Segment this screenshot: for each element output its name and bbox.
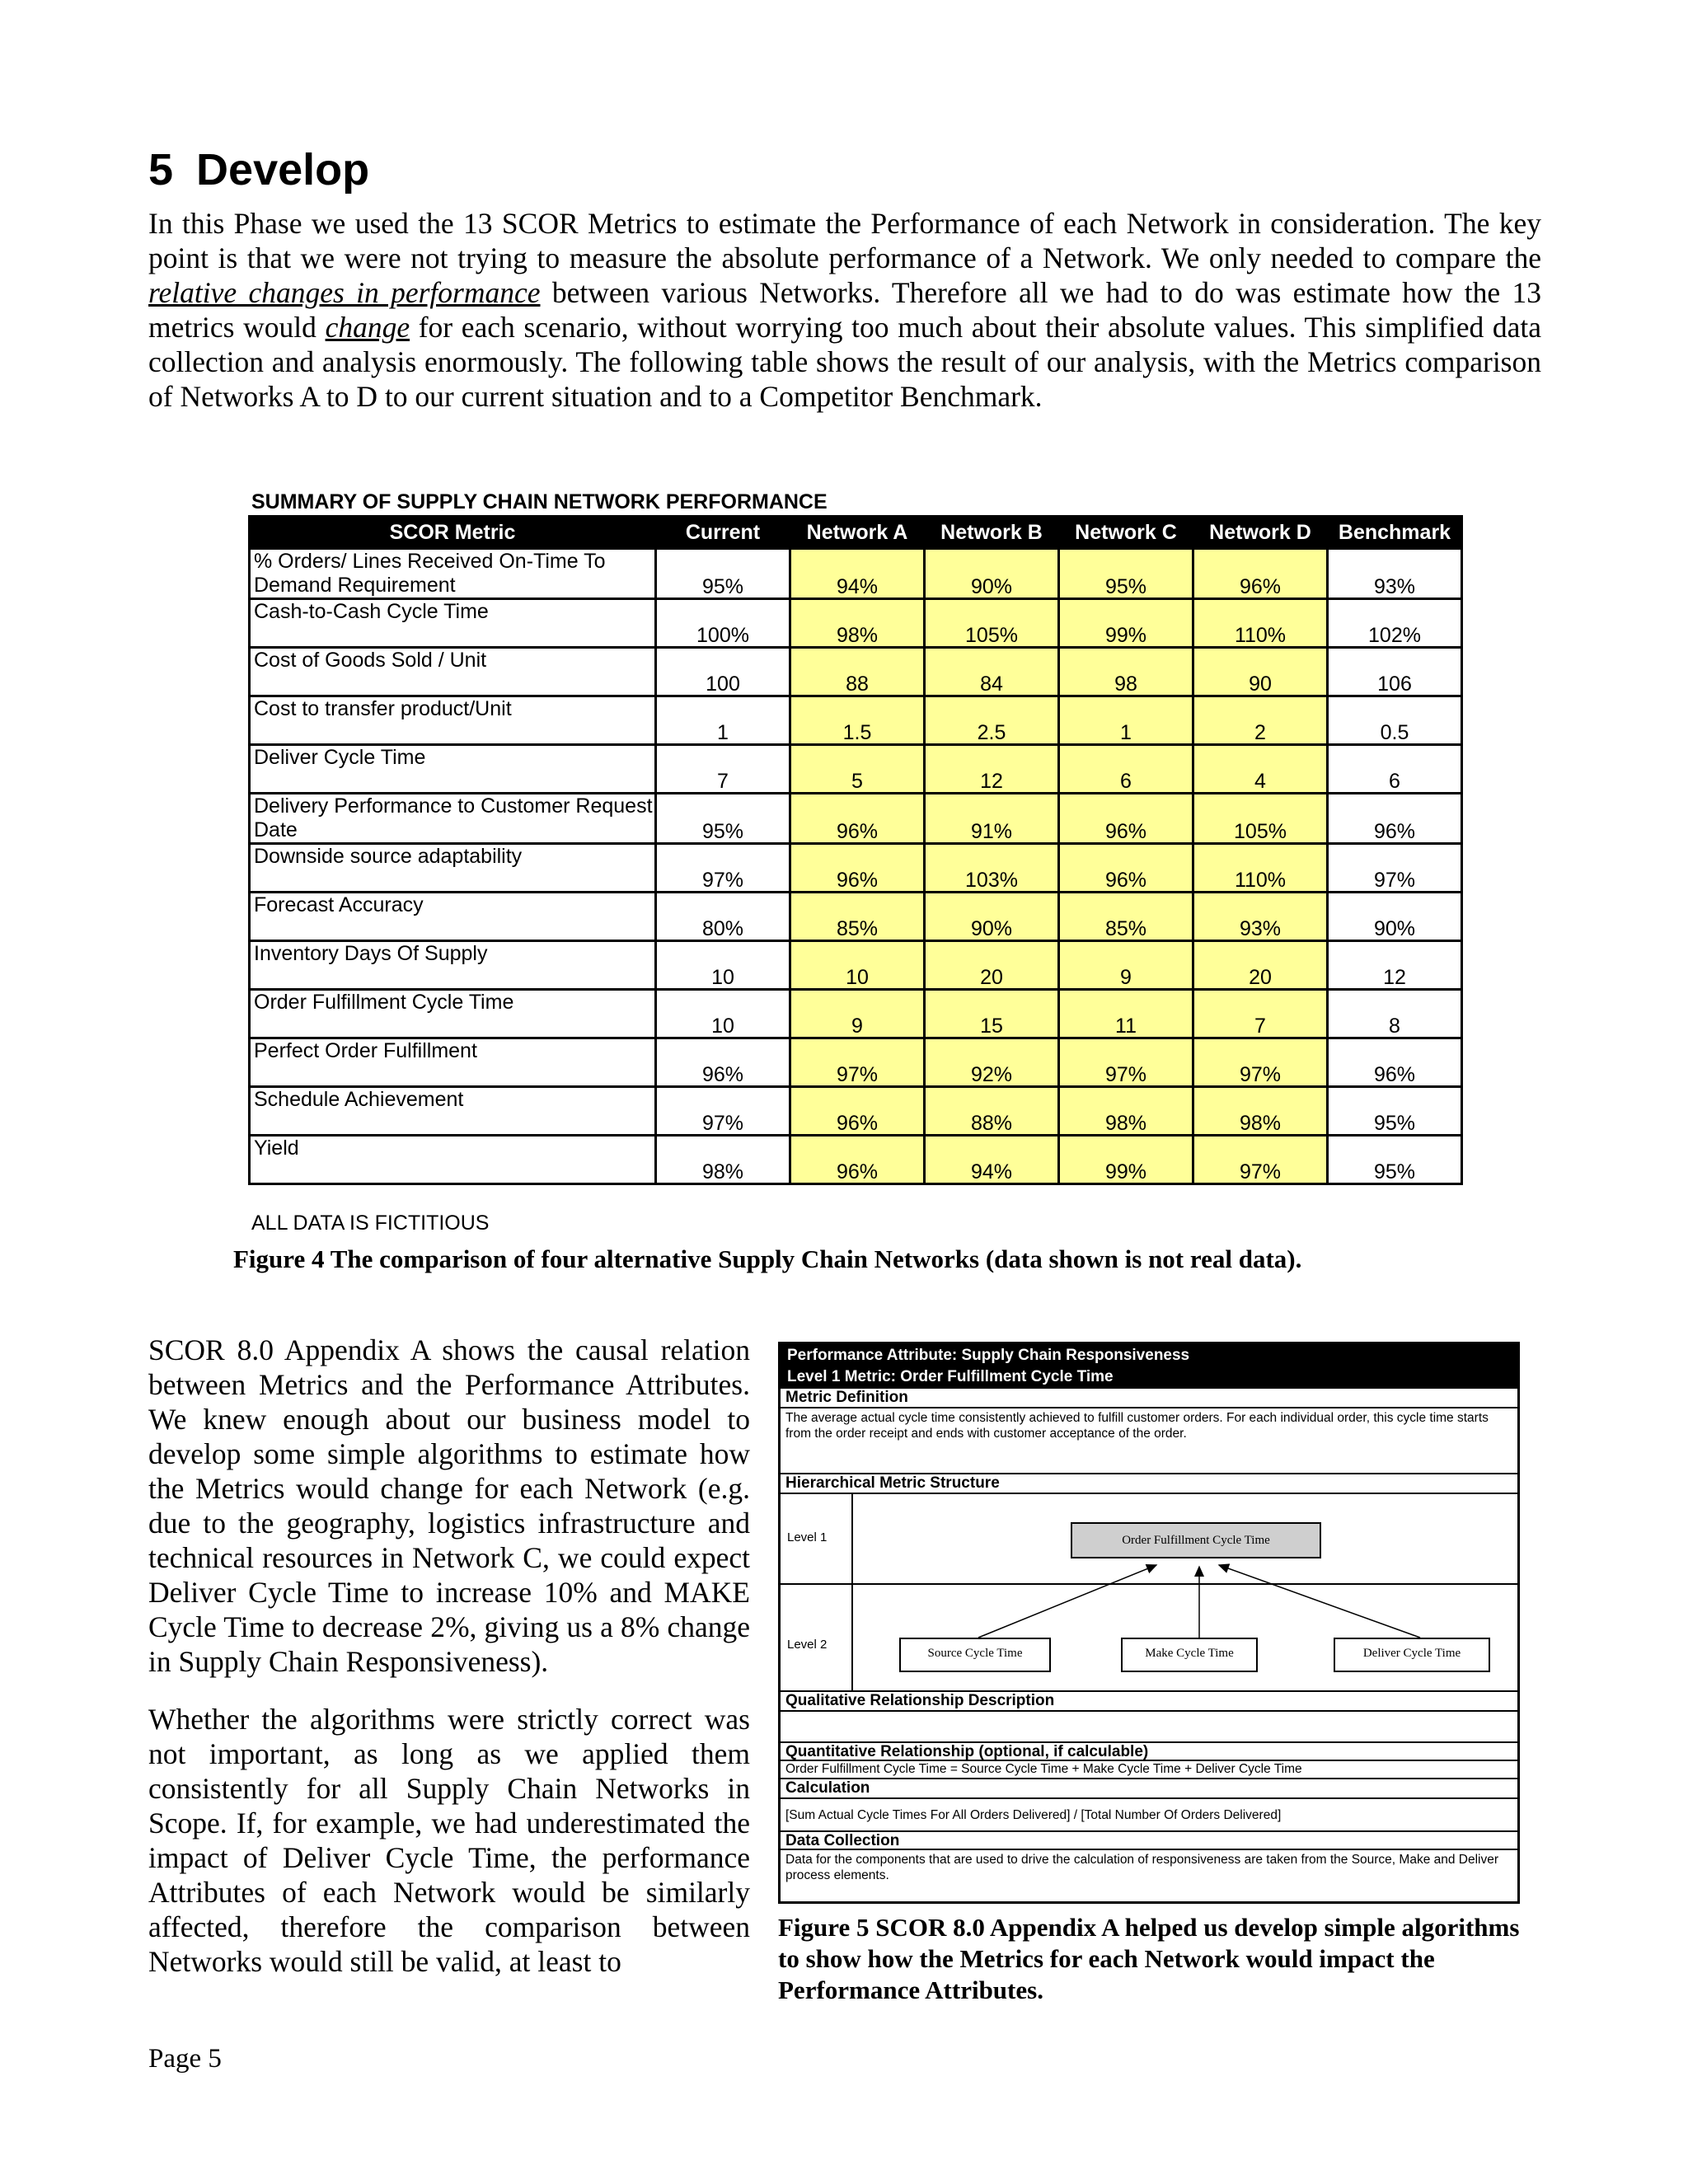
intro-text-1: In this Phase we used the 13 SCOR Metrics to estimate the Performance of each Network in consideration. The key point is that we were not trying to measure the absolute performance of a Network. We only needed to compare the [148, 207, 1541, 274]
cell-network-c: 96% [1059, 844, 1193, 893]
cell-current: 100% [656, 599, 790, 648]
table-row [250, 745, 1462, 794]
hierarchy-label: Hierarchical Metric Structure [781, 1473, 1517, 1493]
cell-network-c: 98 [1059, 648, 1193, 696]
cell-network-b: 84 [925, 648, 1059, 696]
cell-metric-name: Order Fulfillment Cycle Time [250, 990, 656, 1038]
cell-benchmark: 102% [1328, 599, 1462, 648]
cell-network-a: 96% [790, 1136, 925, 1184]
cell-network-d: 97% [1193, 1038, 1328, 1087]
calculation-label: Calculation [781, 1778, 1517, 1797]
cell-network-c: 99% [1059, 1136, 1193, 1184]
data-collection-text: Data for the components that are used to drive the calculation of responsiveness are taken from the Source, Make and Deliver process elements. [785, 1853, 1499, 1882]
section-heading [148, 144, 369, 195]
header-network-d: Network D [1193, 517, 1328, 549]
table-row [250, 794, 1462, 844]
cell-benchmark: 95% [1328, 1087, 1462, 1136]
intro-text-2: between various Networks. Therefore all we had to do was estimate how the 13 metrics would [148, 276, 1541, 344]
cell-network-b: 88% [925, 1087, 1059, 1136]
cell-network-a: 97% [790, 1038, 925, 1087]
cell-network-d: 2 [1193, 696, 1328, 745]
box-deliver-cycle-time: Deliver Cycle Time [1334, 1638, 1490, 1672]
table-row [250, 893, 1462, 941]
cell-benchmark: 96% [1328, 794, 1462, 844]
cell-network-b: 103% [925, 844, 1059, 893]
cell-network-b: 2.5 [925, 696, 1059, 745]
cell-network-c: 1 [1059, 696, 1193, 745]
cell-network-c: 97% [1059, 1038, 1193, 1087]
cell-network-b: 105% [925, 599, 1059, 648]
section-number: 5 [148, 145, 174, 194]
quantitative-label: Quantitative Relationship (optional, if calculable) [781, 1741, 1517, 1761]
table-row [250, 1087, 1462, 1136]
cell-network-d: 96% [1193, 549, 1328, 599]
cell-metric-name: Perfect Order Fulfillment [250, 1038, 656, 1087]
table-title: SUMMARY OF SUPPLY CHAIN NETWORK PERFORMANCE [251, 490, 828, 513]
cell-metric-name: Cash-to-Cash Cycle Time [250, 599, 656, 648]
table-row [250, 599, 1462, 648]
cell-network-d: 110% [1193, 599, 1328, 648]
header-benchmark: Benchmark [1328, 517, 1462, 549]
cell-network-a: 94% [790, 549, 925, 599]
cell-network-c: 98% [1059, 1087, 1193, 1136]
cell-network-d: 110% [1193, 844, 1328, 893]
cell-network-d: 93% [1193, 893, 1328, 941]
header-scor-metric: SCOR Metric [250, 517, 656, 549]
table-row [250, 941, 1462, 990]
cell-network-b: 20 [925, 941, 1059, 990]
intro-paragraph [148, 206, 1541, 414]
cell-current: 97% [656, 1087, 790, 1136]
cell-metric-name: Inventory Days Of Supply [250, 941, 656, 990]
cell-metric-name: Deliver Cycle Time [250, 745, 656, 794]
cell-benchmark: 0.5 [1328, 696, 1462, 745]
cell-network-a: 88 [790, 648, 925, 696]
cell-network-d: 90 [1193, 648, 1328, 696]
cell-benchmark: 106 [1328, 648, 1462, 696]
cell-metric-name: % Orders/ Lines Received On-Time To Demand Requirement [250, 549, 656, 599]
cell-network-c: 11 [1059, 990, 1193, 1038]
cell-benchmark: 96% [1328, 1038, 1462, 1087]
table-row [250, 1136, 1462, 1184]
body-paragraph-1: SCOR 8.0 Appendix A shows the causal relation between Metrics and the Performance Attributes. We knew enough about our business model to develop some simple algorithms to estimate how the Metrics would change for each Network (e.g. due to the geography, logistics infrastructure and technical resources in Network C, we could expect Deliver Cycle Time to increase 10% and MAKE Cycle Time to decrease 2%, giving us a 8% change in Supply Chain Responsiveness). [148, 1333, 750, 1678]
section-title: Develop [196, 145, 370, 194]
data-collection-label: Data Collection [781, 1830, 1517, 1850]
cell-metric-name: Forecast Accuracy [250, 893, 656, 941]
cell-current: 80% [656, 893, 790, 941]
cell-network-c: 85% [1059, 893, 1193, 941]
cell-metric-name: Schedule Achievement [250, 1087, 656, 1136]
cell-network-a: 9 [790, 990, 925, 1038]
cell-network-d: 98% [1193, 1087, 1328, 1136]
metrics-table [248, 515, 1463, 1185]
cell-benchmark: 93% [1328, 549, 1462, 599]
cell-network-a: 98% [790, 599, 925, 648]
table-row [250, 1038, 1462, 1087]
table-row [250, 990, 1462, 1038]
cell-benchmark: 8 [1328, 990, 1462, 1038]
calculation-text: [Sum Actual Cycle Times For All Orders Delivered] / [Total Number Of Orders Delivered] [785, 1808, 1282, 1822]
cell-network-c: 99% [1059, 599, 1193, 648]
table-row [250, 549, 1462, 599]
qualitative-label: Qualitative Relationship Description [781, 1690, 1517, 1710]
header-current: Current [656, 517, 790, 549]
cell-network-a: 96% [790, 1087, 925, 1136]
performance-attribute: Performance Attribute: Supply Chain Responsiveness [781, 1344, 1517, 1367]
divider [781, 1797, 1517, 1799]
body-paragraph-2: Whether the algorithms were strictly correct was not important, as long as we applied them consistently for all Supply Chain Networks in Scope. If, for example, we had underestimated the impact of Deliver Cycle Time, the performance Attributes of each Network would be similarly affected, therefore the comparison between Networks would still be valid, at least to [148, 1703, 750, 1978]
cell-current: 10 [656, 941, 790, 990]
cell-network-b: 92% [925, 1038, 1059, 1087]
cell-network-a: 5 [790, 745, 925, 794]
cell-network-a: 96% [790, 844, 925, 893]
figure5-metric-card [778, 1342, 1520, 1904]
level1-label: Level 1 [787, 1530, 828, 1544]
cell-network-b: 91% [925, 794, 1059, 844]
cell-network-d: 97% [1193, 1136, 1328, 1184]
cell-current: 100 [656, 648, 790, 696]
level1-metric: Level 1 Metric: Order Fulfillment Cycle Time [781, 1367, 1517, 1389]
metric-definition-label: Metric Definition [785, 1389, 908, 1406]
cell-network-b: 90% [925, 893, 1059, 941]
table-row [250, 696, 1462, 745]
cell-current: 97% [656, 844, 790, 893]
cell-metric-name: Cost of Goods Sold / Unit [250, 648, 656, 696]
cell-network-a: 85% [790, 893, 925, 941]
cell-network-d: 7 [1193, 990, 1328, 1038]
header-network-b: Network B [925, 517, 1059, 549]
cell-network-b: 12 [925, 745, 1059, 794]
box-make-cycle-time: Make Cycle Time [1121, 1638, 1258, 1672]
cell-metric-name: Delivery Performance to Customer Request Date [250, 794, 656, 844]
cell-benchmark: 95% [1328, 1136, 1462, 1184]
cell-network-a: 10 [790, 941, 925, 990]
cell-network-d: 4 [1193, 745, 1328, 794]
cell-network-c: 95% [1059, 549, 1193, 599]
cell-network-b: 94% [925, 1136, 1059, 1184]
cell-current: 7 [656, 745, 790, 794]
figure5-caption: Figure 5 SCOR 8.0 Appendix A helped us develop simple algorithms to show how the Metrics for each Network would impact the Performance Attributes. [778, 1913, 1520, 2004]
box-source-cycle-time: Source Cycle Time [899, 1638, 1051, 1672]
cell-current: 95% [656, 549, 790, 599]
table-row [250, 648, 1462, 696]
cell-network-b: 90% [925, 549, 1059, 599]
cell-current: 1 [656, 696, 790, 745]
cell-current: 96% [656, 1038, 790, 1087]
cell-metric-name: Yield [250, 1136, 656, 1184]
header-network-a: Network A [790, 517, 925, 549]
intro-emphasis-2: change [325, 311, 410, 344]
table-footnote: ALL DATA IS FICTITIOUS [251, 1212, 490, 1235]
intro-emphasis-1: relative changes in performance [148, 276, 541, 309]
cell-network-d: 20 [1193, 941, 1328, 990]
arrow-source-to-top [978, 1565, 1156, 1638]
level2-label: Level 2 [787, 1638, 828, 1652]
metric-definition-text: The average actual cycle time consistently achieved to fulfill customer orders. For each individual order, this cycle time starts from the order receipt and ends with customer acceptance of the order. [785, 1411, 1489, 1441]
cell-benchmark: 12 [1328, 941, 1462, 990]
header-network-c: Network C [1059, 517, 1193, 549]
table-header-row [250, 517, 1462, 549]
cell-network-c: 96% [1059, 794, 1193, 844]
cell-benchmark: 97% [1328, 844, 1462, 893]
cell-network-c: 6 [1059, 745, 1193, 794]
quantitative-text: Order Fulfillment Cycle Time = Source Cycle Time + Make Cycle Time + Deliver Cycle Time [785, 1762, 1302, 1776]
divider [781, 1710, 1517, 1712]
cell-current: 98% [656, 1136, 790, 1184]
table-row [250, 844, 1462, 893]
figure4-caption: Figure 4 The comparison of four alternative Supply Chain Networks (data shown is not real data). [233, 1244, 1302, 1273]
cell-benchmark: 90% [1328, 893, 1462, 941]
cell-benchmark: 6 [1328, 745, 1462, 794]
arrow-deliver-to-top [1219, 1565, 1420, 1638]
cell-current: 95% [656, 794, 790, 844]
cell-network-d: 105% [1193, 794, 1328, 844]
intro-text-3: for each scenario, without worrying too much about their absolute values. This simplified data collection and analysis enormously. The following table shows the result of our analysis, with the Metrics comparison of Networks A to D to our current situation and to a Competitor Benchmark. [148, 311, 1542, 413]
divider [781, 1849, 1517, 1850]
cell-current: 10 [656, 990, 790, 1038]
cell-network-b: 15 [925, 990, 1059, 1038]
box-order-fulfillment: Order Fulfillment Cycle Time [1071, 1522, 1321, 1558]
cell-network-a: 1.5 [790, 696, 925, 745]
page-number: Page 5 [148, 2044, 222, 2074]
cell-network-a: 96% [790, 794, 925, 844]
cell-network-c: 9 [1059, 941, 1193, 990]
cell-metric-name: Cost to transfer product/Unit [250, 696, 656, 745]
cell-metric-name: Downside source adaptability [250, 844, 656, 893]
